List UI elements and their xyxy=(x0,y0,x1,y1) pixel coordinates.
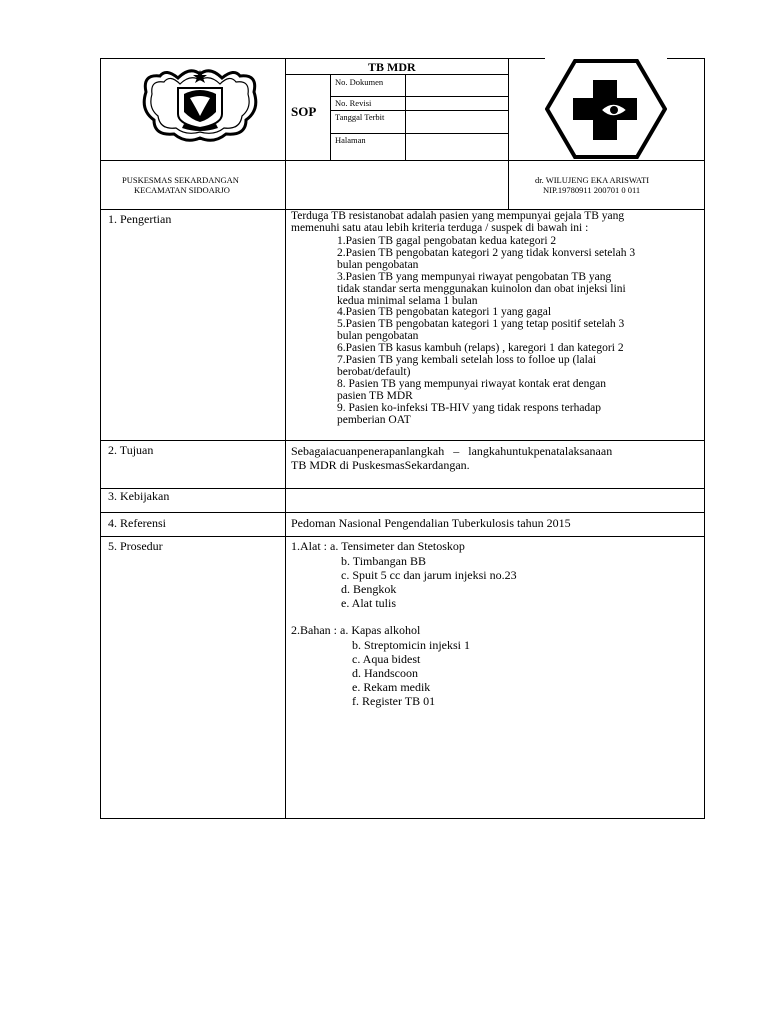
document-title: TB MDR xyxy=(368,60,416,74)
org-name: PUSKESMAS SEKARDANGAN xyxy=(122,175,239,185)
list-item: bulan pengobatan xyxy=(337,330,419,343)
list-item: e. Rekam medik xyxy=(352,680,431,694)
section-label-pengertian: 1. Pengertian xyxy=(108,212,172,226)
sop-label: SOP xyxy=(291,104,317,119)
meta-label-revisi: No. Revisi xyxy=(335,98,372,108)
signer-name: dr. WILUJENG EKA ARISWATI xyxy=(535,175,650,185)
regency-shield-icon xyxy=(138,64,262,148)
list-item: 1.Pasien TB gagal pengobatan kedua kategori 2 xyxy=(337,235,557,247)
referensi-text: Pedoman Nasional Pengendalian Tuberkulosis tahun 2015 xyxy=(291,516,571,530)
list-item: b. Streptomicin injeksi 1 xyxy=(352,638,470,652)
list-item: berobat/default) xyxy=(337,365,411,378)
list-item: 3.Pasien TB yang mempunyai riwayat pengobatan TB yang xyxy=(337,270,612,283)
list-item: 7.Pasien TB yang kembali setelah loss to folloe up (lalai xyxy=(337,354,597,367)
prosedur-bahan-title: 2.Bahan : a. Kapas alkohol xyxy=(291,623,421,637)
org-district: KECAMATAN SIDOARJO xyxy=(134,185,230,195)
list-item: d. Handscoon xyxy=(352,666,418,680)
list-item: pemberian OAT xyxy=(337,413,411,426)
section-label-prosedur: 5. Prosedur xyxy=(108,539,163,553)
pengertian-intro: Terduga TB resistanobat adalah pasien yang mempunyai gejala TB yang xyxy=(291,210,625,222)
section-label-tujuan: 2. Tujuan xyxy=(108,443,154,457)
section-label-kebijakan: 3. Kebijakan xyxy=(108,489,170,503)
list-item: 9. Pasien ko-infeksi TB-HIV yang tidak respons terhadap xyxy=(337,401,602,414)
tujuan-line: Sebagaiacuanpenerapanlangkah – langkahuntukpenatalaksanaan xyxy=(291,444,613,458)
list-item: f. Register TB 01 xyxy=(352,694,436,708)
list-item: d. Bengkok xyxy=(341,582,397,596)
list-item: 5.Pasien TB pengobatan kategori 1 yang tetap positif setelah 3 xyxy=(337,318,625,331)
prosedur-bahan-list xyxy=(352,638,470,708)
section-label-referensi: 4. Referensi xyxy=(108,516,166,530)
list-item: kedua minimal selama 1 bulan xyxy=(337,294,478,307)
meta-label-tanggal: Tanggal Terbit xyxy=(335,112,385,122)
tujuan-line: TB MDR di PuskesmasSekardangan. xyxy=(291,458,470,472)
prosedur-alat-title: 1.Alat : a. Tensimeter dan Stetoskop xyxy=(291,539,465,553)
puskesmas-cross-icon xyxy=(545,58,667,160)
list-item: 2.Pasien TB pengobatan kategori 2 yang tidak konversi setelah 3 xyxy=(337,246,636,259)
pengertian-content xyxy=(291,211,624,234)
tujuan-content xyxy=(291,444,612,472)
list-item: bulan pengobatan xyxy=(337,258,419,271)
list-item: pasien TB MDR xyxy=(337,389,413,402)
list-item: e. Alat tulis xyxy=(341,596,396,610)
pengertian-intro: memenuhi satu atau lebih kriteria terduga / suspek di bawah ini : xyxy=(291,221,589,234)
list-item: 6.Pasien TB kasus kambuh (relaps) , karegori 1 dan kategori 2 xyxy=(337,342,624,355)
list-item: tidak standar serta menggunakan kuinolon dan obat injeksi lini xyxy=(337,282,626,295)
list-item: 8. Pasien TB yang mempunyai riwayat kontak erat dengan xyxy=(337,377,607,390)
prosedur-alat-list xyxy=(341,554,517,610)
list-item: c. Spuit 5 cc dan jarum injeksi no.23 xyxy=(341,568,517,582)
list-item: c. Aqua bidest xyxy=(352,652,421,666)
pengertian-criteria-list xyxy=(337,236,635,427)
meta-label-halaman: Halaman xyxy=(335,135,366,145)
list-item: 4.Pasien TB pengobatan kategori 1 yang gagal xyxy=(337,306,552,319)
list-item: b. Timbangan BB xyxy=(341,554,427,568)
signer-nip: NIP.19780911 200701 0 011 xyxy=(543,185,641,195)
meta-label-dokumen: No. Dokumen xyxy=(335,77,384,87)
